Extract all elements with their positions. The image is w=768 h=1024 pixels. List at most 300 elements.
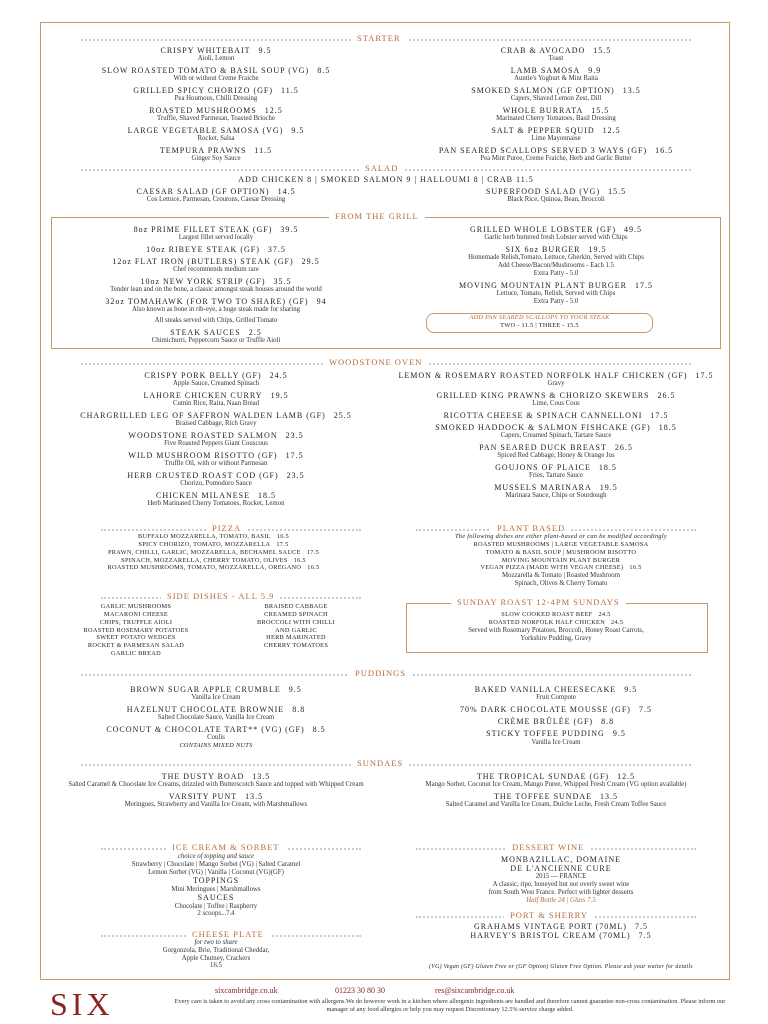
item-title bbox=[391, 483, 721, 492]
item-price: 8.8 bbox=[292, 705, 306, 714]
item-name: 10oz NEW YORK STRIP (GF) bbox=[140, 277, 266, 287]
item-desc: Fruit Compote bbox=[536, 694, 576, 702]
item-desc: Capers, Creamed Spinach, Tartare Sauce bbox=[500, 432, 612, 440]
item-desc: Herb Marinated Cherry Tomatoes, Rocket, Lemon bbox=[147, 500, 285, 508]
starter-left bbox=[56, 46, 376, 166]
item-title bbox=[391, 463, 721, 472]
item-title bbox=[56, 126, 376, 135]
item-title bbox=[391, 772, 721, 781]
menu-item bbox=[56, 146, 376, 163]
item-name: MOVING MOUNTAIN PLANT BURGER bbox=[459, 280, 627, 290]
item-price: 9.5 bbox=[612, 729, 626, 739]
item-desc: Served with Rosemary Potatoes, Broccoli, Honey Roast Carrots, bbox=[468, 626, 644, 634]
menu-item bbox=[56, 411, 376, 428]
item-title bbox=[391, 106, 721, 115]
side-item: ROASTED ROSEMARY POTATOES bbox=[83, 626, 189, 634]
item-title bbox=[391, 86, 721, 95]
sunday-list bbox=[406, 611, 706, 642]
item-price: 7.5 bbox=[638, 705, 652, 714]
item-desc: Ginger Soy Sauce bbox=[191, 155, 241, 163]
item-desc: Rocket, Salsa bbox=[197, 135, 235, 143]
menu-item bbox=[391, 729, 721, 746]
item-price: 11.5 bbox=[254, 146, 273, 155]
item-title bbox=[391, 792, 721, 801]
item-name: BUFFALO MOZZARELLA, TOMATO, BASIL bbox=[138, 533, 271, 540]
item-price: 7.5 bbox=[638, 931, 652, 941]
item-name: GRILLED WHOLE LOBSTER (GF) bbox=[469, 225, 617, 234]
ice-price: 2 scoops...7.4 bbox=[197, 910, 235, 918]
item-name: WILD MUSHROOM RISOTTO (GF) bbox=[128, 451, 278, 460]
item-price: 12.5 bbox=[264, 106, 283, 115]
menu-item bbox=[391, 86, 721, 103]
item-price: 17.5 bbox=[276, 540, 289, 548]
menu-item bbox=[391, 126, 721, 143]
item-title bbox=[391, 126, 721, 135]
cheese-desc: Gorgonzola, Brie, Traditional Cheddar, bbox=[162, 946, 270, 954]
sunday-item bbox=[406, 611, 706, 619]
item-desc: Cos Lettuce, Parmesan, Croutons, Caesar Dressing bbox=[146, 196, 286, 204]
item-price: 17.5 bbox=[306, 548, 320, 556]
item-title bbox=[56, 705, 376, 714]
item-desc: Garlic herb buttered fresh Lobster served with Chips bbox=[484, 234, 628, 242]
section-title-sunday: SUNDAY ROAST 12-4PM SUNDAYS bbox=[451, 597, 626, 607]
item-price: 13.5 bbox=[252, 772, 271, 781]
item-desc: Lime Mayonnaise bbox=[531, 135, 581, 143]
wine-desc: from South West France. Perfect with lighter desserts bbox=[488, 889, 634, 896]
item-price: 9.5 bbox=[258, 46, 272, 55]
item-desc: Coulis bbox=[207, 734, 225, 742]
scallop-add-price: TWO - 11.5 | THREE - 15.5 bbox=[500, 321, 579, 329]
menu-item bbox=[56, 431, 376, 448]
item-title bbox=[56, 225, 376, 234]
item-note: CONTAINS MIXED NUTS bbox=[179, 742, 253, 749]
plant-item: MOVING MOUNTAIN PLANT BURGER bbox=[501, 556, 621, 564]
grill-left bbox=[56, 225, 376, 348]
wine-year: 2015 — FRANCE bbox=[535, 873, 587, 881]
item-name: HAZELNUT CHOCOLATE BROWNIE bbox=[126, 705, 285, 714]
item-price: 9.5 bbox=[291, 126, 305, 135]
item-name: SLOW ROASTED TOMATO & BASIL SOUP (VG) bbox=[101, 66, 310, 75]
item-desc: Aioli, Lemon bbox=[197, 55, 235, 63]
menu-item bbox=[391, 245, 721, 278]
item-price: 15.5 bbox=[608, 187, 627, 196]
item-desc: With or without Creme Fraiche bbox=[173, 75, 259, 83]
plant-item: TOMATO & BASIL SOUP | MUSHROOM RISOTTO bbox=[485, 548, 637, 556]
item-desc: Mozzarella & Tomato | Roasted Mushroom bbox=[502, 572, 620, 580]
icecream-list bbox=[56, 853, 376, 918]
item-title bbox=[56, 772, 376, 781]
item-name: LAHORE CHICKEN CURRY bbox=[143, 391, 263, 400]
item-price: 16.5 bbox=[629, 564, 642, 572]
wine-price: Half Bottle 24 | Glass 7.5 bbox=[526, 896, 596, 904]
item-price: 8.5 bbox=[317, 66, 331, 75]
section-title-wine: DESSERT WINE bbox=[506, 842, 590, 852]
item-price: 49.5 bbox=[624, 225, 643, 234]
item-price: 35.5 bbox=[273, 277, 292, 287]
wine-name: MONBAZILLAC, DOMAINE bbox=[501, 855, 621, 864]
item-desc: Extra Patty - 5.0 bbox=[533, 297, 579, 305]
item-price: 19.5 bbox=[588, 245, 607, 254]
item-name: SIX 6oz BURGER bbox=[505, 245, 581, 254]
item-name: 10oz RIBEYE STEAK (GF) bbox=[146, 245, 260, 254]
item-name: ROASTED MUSHROOMS bbox=[149, 106, 257, 115]
salad-add-ons: ADD CHICKEN 8 | SMOKED SALMON 9 | HALLOUMI 8 | CRAB 11.5 bbox=[238, 175, 534, 184]
side-item: GARLIC MUSHROOMS bbox=[100, 603, 172, 610]
item-desc: Marinated Cherry Tomatoes, Basil Dressing bbox=[496, 115, 616, 123]
side-item: AND GARLIC bbox=[275, 626, 317, 634]
item-name: SPINACH, MOZZARELLA, CHERRY TOMATO, OLIVES bbox=[121, 556, 288, 564]
footer bbox=[40, 984, 730, 1022]
item-price: 15.5 bbox=[593, 46, 612, 55]
side-item: ROCKET & PARMESAN SALAD bbox=[87, 642, 185, 650]
item-price: 15.5 bbox=[591, 106, 610, 115]
menu-item bbox=[391, 717, 721, 726]
menu-item bbox=[56, 685, 376, 702]
port-list bbox=[391, 922, 731, 940]
menu-item bbox=[56, 187, 376, 204]
item-price: 17.5 bbox=[285, 451, 304, 460]
item-title bbox=[391, 423, 721, 432]
item-name: SPICY CHORIZO, TOMATO, MOZZARELLA bbox=[138, 540, 271, 548]
menu-item bbox=[56, 705, 376, 722]
plant-note: The following dishes are either plant-based or can be modified accordingly bbox=[454, 533, 667, 540]
item-price: 9.5 bbox=[288, 685, 302, 694]
item-name: GRILLED SPICY CHORIZO (GF) bbox=[133, 86, 273, 95]
item-price: 16.5 bbox=[293, 556, 306, 564]
item-name: 12oz FLAT IRON (BUTLERS) STEAK (GF) bbox=[112, 257, 294, 267]
item-name: BAKED VANILLA CHEESECAKE bbox=[474, 685, 617, 694]
cheese-price: 16.5 bbox=[210, 962, 222, 970]
ice-choice: choice of topping and sauce bbox=[177, 853, 255, 860]
sundaes-right bbox=[391, 772, 721, 812]
item-price: 23.5 bbox=[286, 471, 305, 480]
item-desc: Fries, Tartare Sauce bbox=[529, 472, 583, 480]
item-name: SLOW COOKED ROAST BEEF bbox=[501, 611, 593, 618]
menu-item bbox=[56, 451, 376, 468]
menu-item bbox=[391, 281, 721, 306]
menu-item bbox=[56, 491, 376, 508]
wine-desc: A classic, ripe, honeyed but not overly sweet wine bbox=[492, 881, 630, 889]
pizza-item bbox=[41, 533, 386, 541]
menu-item bbox=[56, 245, 376, 254]
item-desc: Spiced Red Cabbage, Honey & Orange Jus bbox=[497, 452, 615, 460]
item-price: 7.5 bbox=[634, 922, 648, 931]
port-item bbox=[391, 931, 731, 940]
item-desc: Extra Patty - 5.0 bbox=[533, 269, 579, 277]
item-name: THE DUSTY ROAD bbox=[161, 772, 245, 781]
item-title bbox=[56, 792, 376, 801]
sides-left bbox=[56, 603, 216, 658]
salad-right bbox=[391, 187, 721, 207]
item-name: MUSSELS MARINARA bbox=[494, 483, 592, 493]
item-price: 24.5 bbox=[269, 371, 288, 380]
menu-item bbox=[56, 46, 376, 63]
item-title bbox=[391, 729, 721, 738]
item-desc: Apple Sauce, Creamed Spinach bbox=[172, 380, 260, 388]
menu-item bbox=[391, 463, 721, 480]
section-title-sides: SIDE DISHES - ALL 5.9 bbox=[161, 591, 280, 601]
menu-item bbox=[391, 685, 721, 702]
item-price: 23.5 bbox=[285, 431, 304, 440]
item-title bbox=[56, 685, 376, 694]
website-link[interactable]: sixcambridge.co.uk bbox=[215, 986, 278, 995]
item-name: HERB CRUSTED ROAST COD (GF) bbox=[127, 471, 279, 480]
menu-item bbox=[56, 792, 376, 809]
puddings-left bbox=[56, 685, 376, 753]
scallop-add-box bbox=[426, 313, 653, 333]
item-name: GRILLED KING PRAWNS & CHORIZO SKEWERS bbox=[436, 391, 650, 400]
item-name: VEGAN PIZZA (MADE WITH VEGAN CHEESE) bbox=[480, 564, 624, 572]
item-name: SMOKED HADDOCK & SALMON FISHCAKE (GF) bbox=[435, 423, 651, 433]
section-title-icecream: ICE CREAM & SORBET bbox=[166, 842, 286, 852]
side-item: HERB MARINATED bbox=[266, 634, 326, 642]
menu-item bbox=[56, 725, 376, 750]
item-title bbox=[391, 46, 721, 55]
item-title bbox=[391, 187, 721, 196]
item-name: PRAWN, CHILLI, GARLIC, MOZZARELLA, BECHAMEL SAUCE bbox=[107, 548, 301, 556]
item-desc: Homemade Relish,Tomato, Lettuce, Gherkin, Served with Chips bbox=[468, 254, 644, 262]
menu-item bbox=[56, 106, 376, 123]
item-desc: Braised Cabbage, Rich Gravy bbox=[175, 420, 257, 428]
item-price: 18.5 bbox=[658, 423, 677, 433]
item-name: CRÈME BRÛLÉE (GF) bbox=[497, 717, 594, 727]
item-price: 19.5 bbox=[270, 391, 289, 400]
woodstone-right bbox=[391, 371, 721, 503]
side-item: CREAMED SPINACH bbox=[264, 610, 328, 618]
allergen-note: Every care is taken to avoid any cross contamination with allergens.We do however work in a kitchen where allergenic ingredients are handled and therefore cannot guarantee non-cross contamination. Please inform our manager of any food allergies or help you may request Discretionary 12.5% service charge added. bbox=[174, 998, 726, 1013]
menu-item bbox=[391, 792, 721, 809]
item-price: 17.5 bbox=[695, 371, 714, 380]
item-price: 9.5 bbox=[624, 685, 638, 694]
item-desc: Tender lean and on the bone, a classic amongst steak houses around the world bbox=[110, 286, 322, 294]
item-title bbox=[56, 431, 376, 440]
puddings-right bbox=[391, 685, 721, 749]
menu-item bbox=[391, 225, 721, 242]
item-price: 16.5 bbox=[276, 533, 289, 540]
item-title bbox=[391, 371, 721, 380]
wine-list bbox=[391, 855, 731, 905]
item-desc: Lime, Cous Cous bbox=[532, 400, 580, 408]
item-name: HARVEY'S BRISTOL CREAM (70ML) bbox=[470, 931, 631, 941]
side-item: MACARONI CHEESE bbox=[103, 610, 169, 618]
item-price: 39.5 bbox=[280, 225, 299, 234]
section-title-pizza: PIZZA bbox=[206, 523, 247, 533]
pizza-item bbox=[41, 541, 386, 549]
menu-item bbox=[56, 297, 376, 314]
item-price: 8.8 bbox=[601, 717, 615, 727]
grill-right bbox=[391, 225, 721, 308]
item-desc: Black Rice, Quinoa, Bean, Broccoli bbox=[507, 196, 605, 204]
item-name: ROASTED NORFOLK HALF CHICKEN bbox=[488, 618, 606, 626]
item-price: 25.5 bbox=[333, 411, 352, 420]
item-name: CRISPY WHITEBAIT bbox=[160, 46, 251, 55]
item-name: GOUJONS OF PLAICE bbox=[495, 463, 591, 473]
item-price: 13.5 bbox=[245, 792, 264, 801]
pizza-item bbox=[41, 557, 386, 565]
item-title bbox=[391, 685, 721, 694]
item-desc: Lettuce, Tomato, Relish, Served with Chips bbox=[496, 289, 616, 297]
item-name: WOODSTONE ROASTED SALMON bbox=[128, 431, 278, 440]
menu-item bbox=[391, 772, 721, 789]
cheese-list bbox=[56, 939, 376, 970]
item-price: 24.5 bbox=[611, 618, 624, 626]
item-name: SMOKED SALMON (GF OPTION) bbox=[471, 86, 615, 95]
menu-item bbox=[56, 328, 376, 345]
item-name: PAN SEARED SCALLOPS SERVED 3 WAYS (GF) bbox=[438, 146, 648, 155]
item-price: 12.5 bbox=[602, 126, 621, 135]
port-item bbox=[391, 922, 731, 931]
item-desc: Meringues, Strawberry and Vanilla Ice Cream, with Marshmallows bbox=[124, 801, 308, 809]
item-name: LAMB SAMOSA bbox=[510, 66, 581, 75]
side-item: SWEET POTATO WEDGES bbox=[96, 634, 176, 642]
phone-link[interactable]: 01223 30 80 30 bbox=[335, 986, 385, 995]
item-name: STICKY TOFFEE PUDDING bbox=[486, 729, 605, 739]
item-price: 26.5 bbox=[614, 443, 633, 453]
item-price: 14.5 bbox=[277, 187, 296, 196]
menu-item bbox=[56, 225, 376, 242]
item-desc: Vanilla Ice Cream bbox=[531, 738, 581, 746]
item-name: TEMPURA PRAWNS bbox=[159, 146, 247, 155]
side-item: CHIPS, TRUFFLE AIOLI bbox=[99, 618, 173, 626]
item-title bbox=[391, 411, 721, 420]
menu-item bbox=[391, 146, 721, 163]
section-title-puddings: PUDDINGS bbox=[349, 668, 412, 678]
item-title bbox=[56, 471, 376, 480]
item-desc: Pea Houmous, Chilli Dressing bbox=[174, 95, 258, 103]
section-title-cheese: CHEESE PLATE bbox=[186, 929, 270, 939]
item-desc: Salted Chocolate Sauce, Vanilla Ice Cream bbox=[157, 714, 275, 722]
menu-item bbox=[56, 471, 376, 488]
item-desc: Largest fillet served locally bbox=[178, 234, 254, 242]
item-title bbox=[56, 277, 376, 286]
item-price: 11.5 bbox=[281, 86, 299, 95]
item-desc: Marinara Sauce, Chips or Sourdough bbox=[505, 492, 607, 500]
woodstone-left bbox=[56, 371, 376, 511]
menu-item bbox=[391, 391, 721, 408]
menu-item bbox=[391, 411, 721, 420]
item-desc: Mango Sorbet, Coconut Ice Cream, Mango Puree, Whipped Fresh Cream (VG option available) bbox=[425, 781, 687, 789]
item-name: STEAK SAUCES bbox=[170, 328, 241, 337]
item-title bbox=[391, 225, 721, 234]
starter-right bbox=[391, 46, 721, 166]
item-price: 16.5 bbox=[655, 146, 674, 155]
sunday-item bbox=[406, 619, 706, 627]
menu-item bbox=[391, 66, 721, 83]
sundaes-left bbox=[56, 772, 376, 812]
item-desc: Pea Mint Puree, Creme Fraiche, Herb and Garlic Butter bbox=[480, 155, 632, 163]
item-title bbox=[56, 66, 376, 75]
item-title bbox=[56, 391, 376, 400]
menu-item bbox=[391, 187, 721, 204]
item-desc: Auntie's Yoghurt & Mint Raita bbox=[514, 75, 598, 83]
item-desc: Vanilla Ice Cream bbox=[191, 694, 241, 702]
email-link[interactable]: res@sixcambridge.co.uk bbox=[435, 986, 515, 995]
section-title-port: PORT & SHERRY bbox=[504, 910, 594, 920]
item-desc: Spinach, Olives & Cherry Tomato bbox=[514, 580, 608, 588]
item-price: 12.5 bbox=[617, 772, 636, 781]
item-title bbox=[56, 146, 376, 155]
item-price: 17.5 bbox=[650, 411, 669, 420]
item-title bbox=[56, 86, 376, 95]
ice-flavours: Lemon Sorbet (VG) | Vanilla | Coconut (VG)(GF) bbox=[148, 868, 284, 876]
item-price: 37.5 bbox=[267, 245, 286, 254]
item-desc: Chef recommends medium rare bbox=[173, 266, 259, 274]
item-name: VARSITY PUNT bbox=[168, 792, 238, 801]
item-title bbox=[56, 411, 376, 420]
item-name: GRAHAMS VINTAGE PORT (70ML) bbox=[474, 922, 627, 931]
item-title bbox=[391, 146, 721, 155]
cheese-sub: for two to share bbox=[194, 939, 238, 946]
side-item: GARLIC BREAD bbox=[111, 650, 161, 658]
cheese-desc: Apple Chutney, Crackers bbox=[181, 954, 251, 962]
item-price: 2.5 bbox=[248, 328, 262, 337]
grill-note: All steaks served with Chips, Grilled Tomato bbox=[154, 317, 278, 325]
item-desc: Cumin Rice, Raita, Naan Bread bbox=[172, 400, 260, 408]
section-title-woodstone: WOODSTONE OVEN bbox=[323, 357, 428, 367]
item-title bbox=[56, 187, 376, 196]
menu-item bbox=[391, 443, 721, 460]
menu-item bbox=[391, 483, 721, 500]
item-title bbox=[391, 245, 721, 254]
item-title bbox=[56, 297, 376, 306]
item-desc: Truffle Oil, with or without Parmesan bbox=[164, 460, 268, 468]
item-name: PAN SEARED DUCK BREAST bbox=[479, 443, 607, 453]
item-name: LEMON & ROSEMARY ROASTED NORFOLK HALF CHICKEN (GF) bbox=[398, 371, 688, 380]
item-name: 8oz PRIME FILLET STEAK (GF) bbox=[133, 225, 273, 234]
pizza-list bbox=[41, 533, 386, 572]
menu-item bbox=[56, 126, 376, 143]
menu-frame bbox=[40, 22, 730, 980]
menu-item bbox=[56, 66, 376, 83]
item-name: 70% DARK CHOCOLATE MOUSSE (GF) bbox=[460, 705, 631, 714]
item-title bbox=[56, 46, 376, 55]
item-name: CRISPY PORK BELLY (GF) bbox=[144, 371, 262, 380]
diet-legend: (VG) Vegan (GF) Gluten Free or (GF Option) Gluten Free Option. Please ask your waiter for details bbox=[429, 964, 693, 970]
item-desc: Chorizo, Pomodoro Sauce bbox=[180, 480, 252, 488]
item-price: 29.5 bbox=[301, 257, 320, 267]
item-name: ROASTED MUSHROOMS, TOMATO, MOZZARELLA, OREGANO bbox=[107, 564, 302, 572]
sides-right bbox=[221, 603, 371, 650]
item-name: 32oz TOMAHAWK (FOR TWO TO SHARE) (GF) bbox=[105, 297, 309, 307]
item-price: 13.5 bbox=[600, 792, 619, 801]
item-name: SUPERFOOD SALAD (VG) bbox=[485, 187, 601, 196]
item-name: CRAB & AVOCADO bbox=[500, 46, 586, 55]
item-title bbox=[391, 443, 721, 452]
item-name: LARGE VEGETABLE SAMOSA (VG) bbox=[127, 126, 284, 135]
item-name: BROWN SUGAR APPLE CRUMBLE bbox=[130, 685, 281, 694]
item-name: THE TOFFEE SUNDAE bbox=[493, 792, 593, 801]
item-price: 19.5 bbox=[599, 483, 618, 493]
item-price: 24.5 bbox=[598, 611, 611, 618]
plant-item: ROASTED MUSHROOMS | LARGE VEGETABLE SAMOSA bbox=[473, 540, 649, 548]
item-price: 17.5 bbox=[634, 280, 653, 290]
side-item: BROCCOLI WITH CHILLI bbox=[257, 618, 335, 626]
item-title bbox=[391, 66, 721, 75]
item-desc: Toast bbox=[548, 55, 564, 63]
menu-item bbox=[56, 371, 376, 388]
ice-toppings-title: TOPPINGS bbox=[192, 876, 240, 886]
item-price: 13.5 bbox=[622, 86, 641, 95]
ice-flavours: Strawberry | Chocolate | Mango Sorbet (VG) | Salted Caramel bbox=[131, 860, 301, 868]
item-name: CHARGRILLED LEG OF SAFFRON WALDEN LAMB (GF) bbox=[80, 411, 326, 420]
menu-item bbox=[391, 106, 721, 123]
item-title bbox=[56, 245, 376, 254]
plant-item bbox=[391, 564, 731, 572]
item-desc: Add Cheese/Bacon/Mushrooms - Each 1.5 bbox=[497, 262, 615, 269]
salad-left bbox=[56, 187, 376, 207]
item-title bbox=[391, 717, 721, 726]
item-title bbox=[56, 257, 376, 266]
